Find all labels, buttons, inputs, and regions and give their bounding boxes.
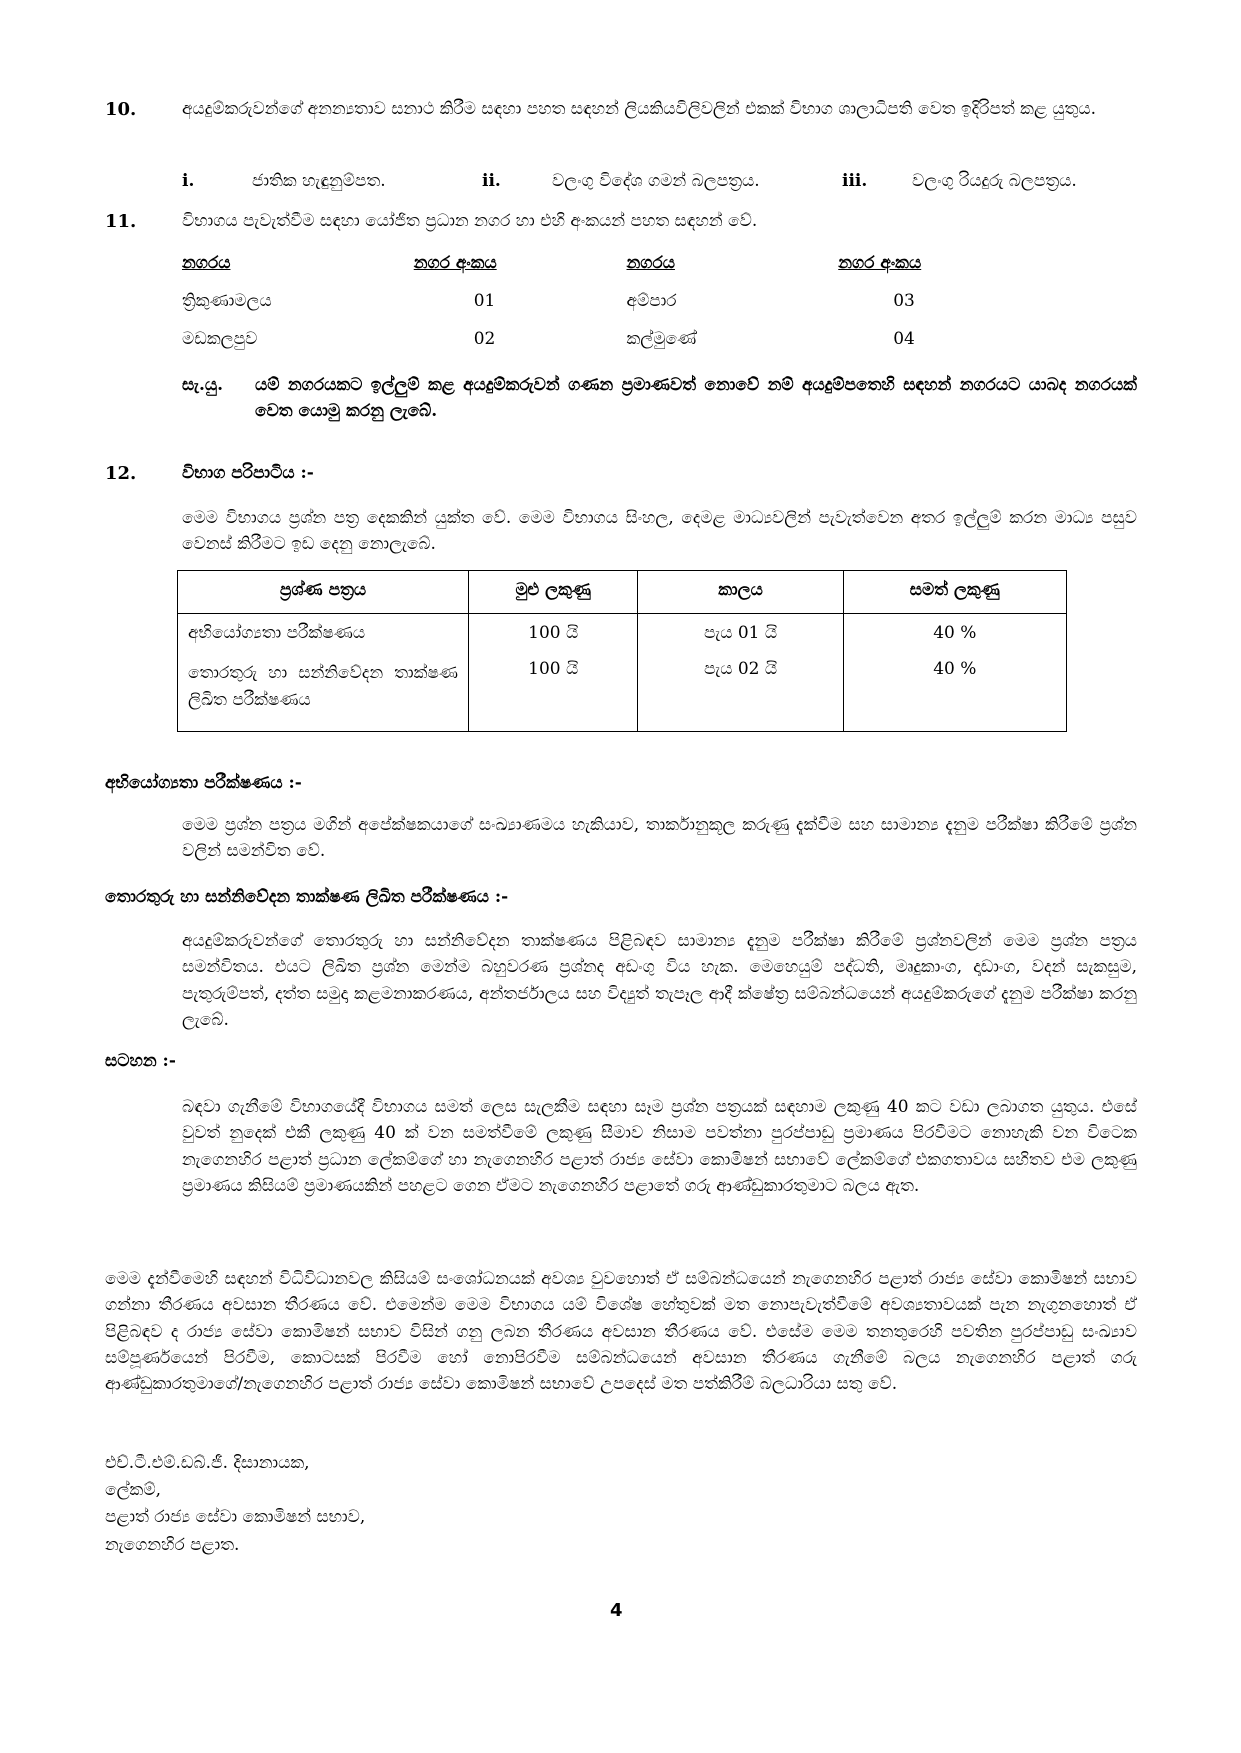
section-heading: විභාග පරිපාටිය :- xyxy=(182,463,314,483)
city-header: නගරය xyxy=(626,253,675,273)
item-number: 11. xyxy=(105,211,137,232)
aptitude-text: මෙම ප්‍රශ්න පත්‍රය මගින් අපේක්ෂකයාගේ සංඛ්‍යාණමය හැකියාව, තාර්කානුකූල කරුණු දැක්වීම සහ සාමාන්‍ය දැනුම පරීක්ෂා කිරීමේ ප්‍රශ්න වලින් සමන්විත වේ. xyxy=(182,815,1137,862)
item-10-text: අයදුම්කරුවන්ගේ අනන්‍යතාව සනාථ කිරීම සඳහා පහත සඳහන් ලියකියවිලිවලින් එකක් විභාග ශාලාධිපති වෙත ඉදිරිපත් කළ යුතුය. xyxy=(182,99,1097,119)
city-table-row xyxy=(182,322,982,360)
note-section-text: බඳවා ගැනීමේ විභාගයේදී විභාගය සමත් ලෙස සැලකීම සඳහා සෑම ප්‍රශ්න පත්‍රයක් සඳහාම ලකුණු 40 කට වඩා ලබාගත යුතුය. එසේ වුවත් නුදෙක් එකී ලකුණු 40 ක් වන සමත්වීමේ ලකුණු සීමාව නිසාම පවත්නා පුරප්පාඩු ප්‍රමාණය පිරවීමට නොහැකි වන විටෙක නැගෙනහිර පළාත් ප්‍රධාන ලේකම්ගේ හා නැගෙනහිර පළාත් රාජ්‍ය සේවා කොමිෂන් සභාවේ ලේකම්ගේ එකගතාවය සහිතව එම ලකුණු ප්‍රමාණය කිසියම් ප්‍රමාණයකින් පහළට ගෙන ඒමට නැගෙනහිර පළාතේ ගරු ආණ්ඩුකාරතුමාට බලය ඇත. xyxy=(182,1097,1137,1197)
section-heading: සටහන :- xyxy=(105,1051,176,1071)
signature-block xyxy=(105,1450,365,1559)
id-doc-marker: iii. xyxy=(842,171,868,191)
signatory-organization: පළාත් රාජ්‍ය සේවා කොමිෂන් සභාව, xyxy=(105,1507,366,1528)
pass-marks: 40 % xyxy=(933,623,977,643)
paper-header: ප්‍රශ්ණ පත්‍රය xyxy=(178,571,469,614)
paper-table-header-row xyxy=(178,571,1067,614)
item-12-text: මෙම විභාගය ප්‍රශ්න පත්‍ර දෙකකින් යුක්ත වේ. මෙම විභාගය සිංහල, දෙමළ මාධ්‍යවලින් පැවැත්වෙන අතර ඉල්ලුම් කරන මාධ්‍ය පසුව වෙනස් කිරීමට ඉඩ දෙනු නොලැබේ. xyxy=(182,508,1137,555)
note-label: සැ.යු. xyxy=(182,375,224,395)
closing-paragraph: මෙම දැන්වීමෙහි සඳහන් විධිවිධානවල කිසියම් සංශෝධනයක් අවශ්‍ය වුවහොත් ඒ සම්බන්ධයෙන් නැගෙනහිර පළාත් රාජ්‍ය සේවා කොමිෂන් සභාව ගන්නා තීරණය අවසාන තීරණය වේ. එමෙන්ම මෙම විභාගය යම් විශේෂ හේතුවක් මත නොපැවැත්වීමේ අවශ්‍යතාවයක් පැන නැගුනහොත් ඒ පිළිබඳව ද රාජ්‍ය සේවා කොමිෂන් සභාව විසින් ගනු ලබන තීරණය අවසාන තීරණය වේ. එසේම මෙම තනතුරෙහි පවතින පුරප්පාඩු සංඛ්‍යාව සම්පූර්ණයෙන් පිරවීම, කොටසක් පිරවීම හෝ නොපිරවීම සම්බන්ධයෙන් අවසාන තීරණය ගැනීමේ බලය නැගෙනහිර පළාත් ගරු ආණ්ඩුකාරතුමාගේ/නැගෙනහිර පළාත් රාජ්‍ය සේවා කොමිෂන් සභාවේ උපදෙස් මත පත්කිරීම් බලධාරියා සතු වේ. xyxy=(105,1269,1137,1395)
item-number: 10. xyxy=(105,99,137,120)
duration-cell xyxy=(638,614,843,732)
total-marks-cell xyxy=(469,614,638,732)
pass-marks-cell xyxy=(843,614,1066,732)
exam-paper-table xyxy=(177,570,1067,732)
city-name: ත්‍රිකුණාමලය xyxy=(182,291,272,311)
total-marks: 100 යි xyxy=(528,623,579,643)
signatory-title: ලේකම්, xyxy=(105,1480,161,1501)
paper-name: අභියෝග්‍යතා පරීක්ෂණය xyxy=(188,623,366,643)
city-table-header-row xyxy=(182,246,982,284)
paper-table-row xyxy=(178,614,1067,732)
paper-header: කාලය xyxy=(638,571,843,614)
id-doc-marker: ii. xyxy=(482,171,501,191)
city-header: නගරය xyxy=(182,253,231,273)
duration: පැය 02 යි xyxy=(703,659,778,680)
id-doc-text: ජාතික හැඳුනුම්පත. xyxy=(252,171,386,191)
city-name: කල්මුණේ xyxy=(626,329,697,349)
item-11-text: විභාගය පැවැත්වීම සඳහා යෝජිත ප්‍රධාන නගර හා එහි අංකයන් පහත සඳහන් වේ. xyxy=(182,211,758,231)
city-header: නගර අංකය xyxy=(413,253,497,273)
total-marks: 100 යි xyxy=(528,659,579,680)
city-table xyxy=(182,246,982,360)
duration: පැය 01 යි xyxy=(703,623,778,643)
paper-header: සමත් ලකුණු xyxy=(843,571,1066,614)
city-number: 02 xyxy=(473,329,496,349)
city-number: 01 xyxy=(473,291,496,311)
section-heading: තොරතුරු හා සන්නිවේදන තාක්ෂණ ලිඛිත පරීක්ෂණය :- xyxy=(105,887,509,907)
city-name: මඩකලපුව xyxy=(182,329,258,349)
city-name: අම්පාර xyxy=(626,291,677,311)
city-header: නගර අංකය xyxy=(838,253,922,273)
id-documents-list xyxy=(182,168,1137,198)
item-number: 12. xyxy=(105,463,137,484)
id-doc-text: වලංගු විදේශ ගමන් බලපත්‍රය. xyxy=(552,171,760,191)
pass-marks: 40 % xyxy=(933,659,977,680)
paper-name: තොරතුරු හා සන්නිවේදන තාක්ෂණ ලිඛිත පරීක්ෂණය xyxy=(188,663,459,710)
page-number: 4 xyxy=(610,1600,623,1621)
signatory-place: නැගෙනහිර පළාත. xyxy=(105,1534,240,1555)
paper-header: මුළු ලකුණු xyxy=(469,571,638,614)
paper-name-cell xyxy=(178,614,469,732)
id-doc-text: වලංගු රියදුරු බලපත්‍රය. xyxy=(912,171,1077,191)
city-number: 04 xyxy=(893,329,915,349)
city-table-row xyxy=(182,284,982,322)
city-number: 03 xyxy=(893,291,915,311)
section-heading: අභියෝග්‍යතා පරීක්ෂණය :- xyxy=(105,773,302,793)
ict-text: අයදුම්කරුවන්ගේ තොරතුරු හා සන්නිවේදන තාක්ෂණය පිළිබඳව සාමාන්‍ය දැනුම පරීක්ෂා කිරීමේ ප්‍රශ්නවලින් මෙම ප්‍රශ්න පත්‍රය සමන්විතය. එයට ලිඛිත ප්‍රශ්න මෙන්ම බහුවරණ ප්‍රශ්නද අඩංගු විය හැක. මෙහෙයුම් පද්ධති, මෘදුකාංග, දෘඩාංග, වදන් සැකසුම, පැතුරුම්පත්, දත්ත සමුදා කළමනාකරණය, අන්තර්ජාලය සහ විද්‍යුත් තැපෑල ආදී ක්ෂේත්‍ර සම්බන්ධයෙන් අයදුම්කරුගේ දැනුම පරීක්ෂා කරනු ලැබේ. xyxy=(182,931,1137,1031)
note-text: යම් නගරයකට ඉල්ලුම් කළ අයදුම්කරුවන් ගණන ප්‍රමාණවත් නොවේ නම් අයදුම්පතෙහි සඳහන් නගරයට යාබද නගරයක් වෙත යොමු කරනු ලැබේ. xyxy=(255,375,1137,422)
id-doc-marker: i. xyxy=(182,171,195,191)
signatory-name: එච්.ටී.එම්.ඩබ්.ජී. දිසානායක, xyxy=(105,1453,310,1473)
